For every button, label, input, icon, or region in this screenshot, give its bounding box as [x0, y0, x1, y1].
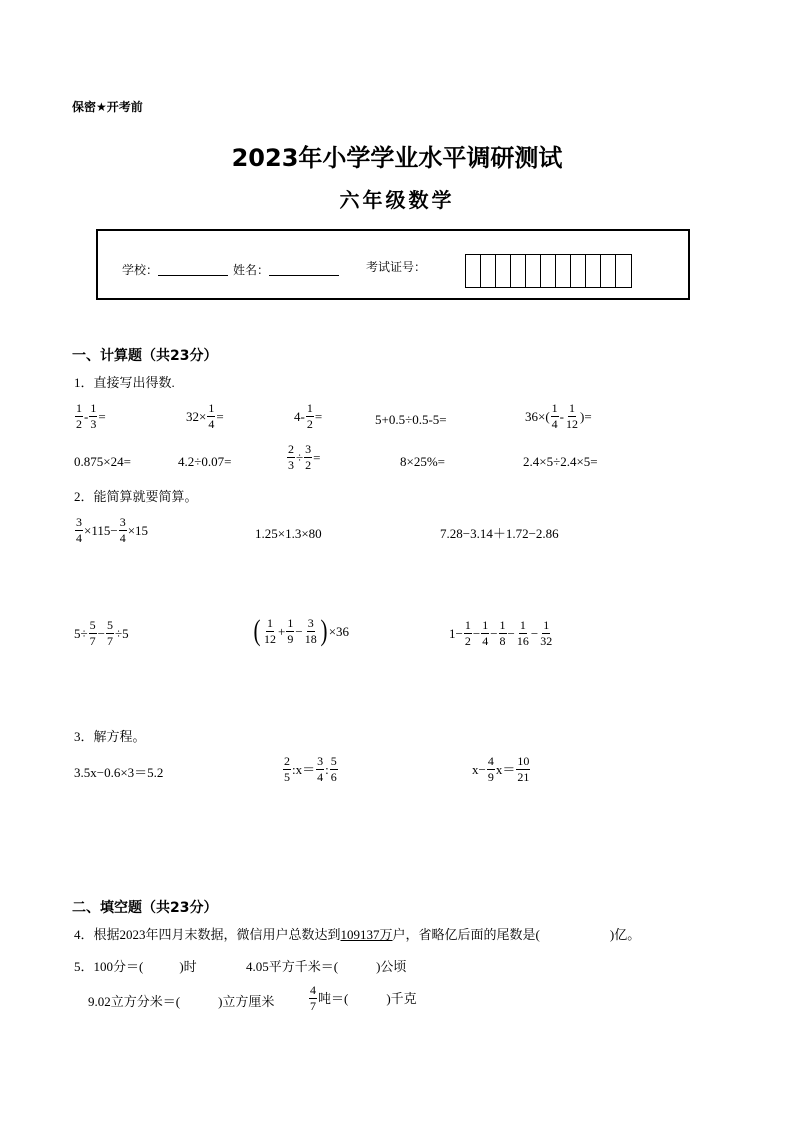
q1-r2c4: 8×25%=: [400, 454, 445, 469]
section1-title: 一、计算题（共23分）: [72, 348, 218, 364]
name-label: 姓名：: [233, 263, 270, 277]
school-field: [122, 261, 228, 276]
q1-r1c1: $\frac{1}{2}$ - $\frac{1}{3}$ =: [76, 401, 106, 431]
confidential-label: 保密★开考前: [72, 100, 143, 114]
section2-title: 二、填空题（共23分）: [72, 900, 218, 916]
q1-label: 1．直接写出得数.: [74, 375, 175, 390]
q4-line: 4．根据2023年四月末数据，微信用户总数达到109137万户，省略亿后面的尾数是( )亿。: [74, 927, 641, 942]
q2-e6: 1− $\frac{1}{2}$ − $\frac{1}{4}$ − $\frac{1}{8}$ − $\frac{1}{16}$ − $\frac{1}{32}$: [449, 618, 553, 648]
q1-r2c3: $\frac{2}{3}$ ÷ $\frac{3}{2}$ =: [288, 442, 321, 472]
id-label: 考试证号：: [366, 260, 427, 274]
exam-subtitle: 六年级数学: [339, 188, 455, 212]
q4-underlined-value: 109137万: [340, 927, 393, 942]
q5-c: 9.02立方分米＝( )立方厘米: [88, 994, 275, 1009]
q1-r2c2: 4.2÷0.07=: [178, 454, 232, 469]
q1-r1c3: 4- $\frac{1}{2}$ =: [294, 401, 323, 431]
school-label: 学校：: [122, 263, 159, 277]
q5-b: 4.05平方千米＝( )公顷: [246, 959, 407, 974]
school-blank[interactable]: [158, 261, 228, 276]
q2-e2: 1.25×1.3×80: [255, 526, 322, 541]
q3-e2: $\frac{2}{5}$ :x＝ $\frac{3}{4}$ : $\frac{5}{6}$: [284, 754, 337, 784]
q2-e5: ( $\frac{1}{12}$ + $\frac{1}{9}$ − $\frac{3}{18}$ ) ×36: [253, 614, 350, 647]
q5-a: 5．100分＝( )时: [74, 959, 197, 974]
name-field: [233, 261, 339, 276]
q3-label: 3．解方程。: [74, 729, 146, 744]
q1-r1c2: 32× $\frac{1}{4}$ =: [186, 401, 224, 431]
q2-label: 2．能简算就要简算。: [74, 489, 198, 504]
q1-r1c5: 36×( $\frac{1}{4}$ - $\frac{1}{12}$ )=: [525, 401, 592, 431]
exam-title: 2023年小学学业水平调研测试: [231, 144, 563, 172]
q2-e1: $\frac{3}{4}$ ×115− $\frac{3}{4}$ ×15: [76, 515, 149, 545]
q2-e3: 7.28−3.14＋1.72−2.86: [440, 526, 559, 541]
q3-e3: x− $\frac{4}{9}$ x＝ $\frac{10}{21}$: [472, 754, 530, 784]
q5-d: $\frac{4}{7}$ 吨＝( )千克: [310, 983, 417, 1013]
q1-r1c4: 5+0.5÷0.5-5=: [375, 412, 447, 427]
exam-id-cells[interactable]: [465, 254, 632, 288]
q1-r2c1: 0.875×24=: [74, 454, 131, 469]
q3-e1: 3.5x−0.6×3＝5.2: [74, 765, 164, 780]
q1-r2c5: 2.4×5÷2.4×5=: [523, 454, 598, 469]
name-blank[interactable]: [269, 261, 339, 276]
q2-e4: 5÷ $\frac{5}{7}$ − $\frac{5}{7}$ ÷5: [74, 618, 129, 648]
